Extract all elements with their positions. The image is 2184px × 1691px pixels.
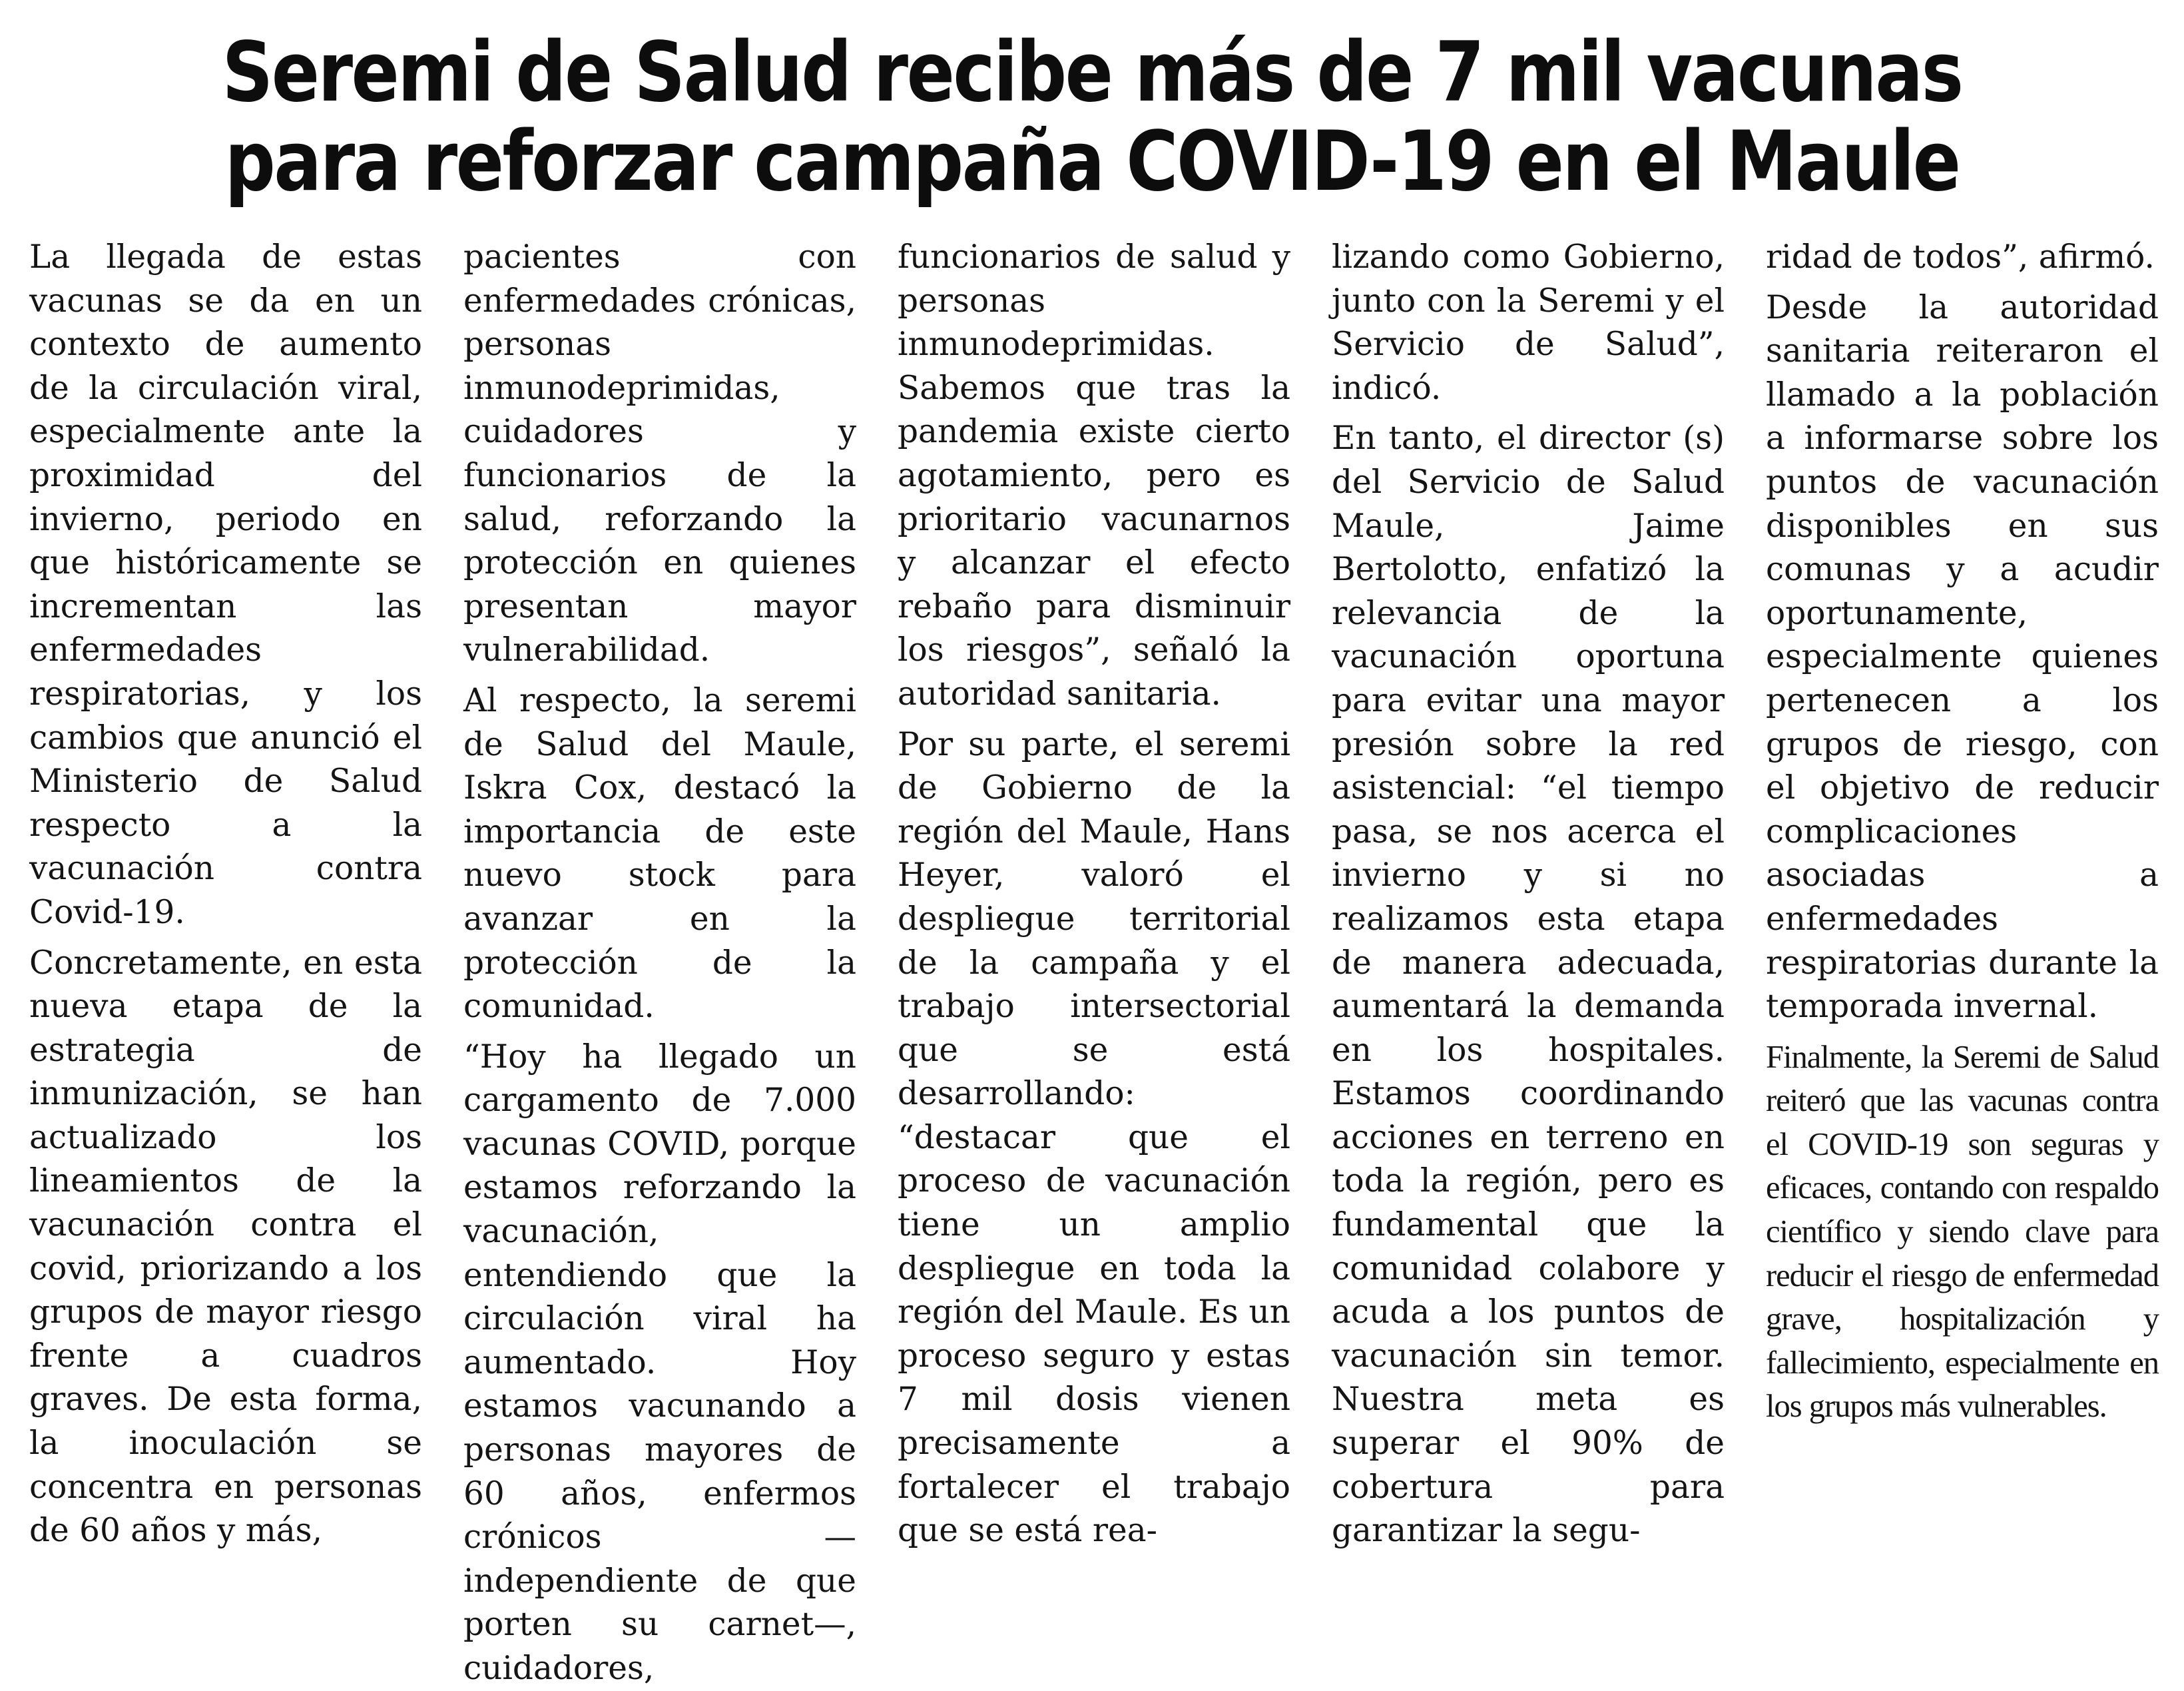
- paragraph: pacientes con enfermedades crónicas, personas inmunodeprimidas, cuidadores y funcionarios de la salud, reforzando la protección en quienes presentan mayor vulnerabilidad.: [463, 238, 856, 669]
- paragraph: lizando como Gobierno, junto con la Seremi y el Servicio de Salud”, indicó.: [1332, 238, 1725, 407]
- paragraph: ridad de todos”, afirmó.: [1766, 238, 2155, 276]
- paragraph: “Hoy ha llegado un cargamento de 7.000 vacunas COVID, porque estamos reforzando la vacunación, entendiendo que la circulación viral ha aumentado. Hoy estamos vacunando a personas mayores de 60 años, enfermos crónicos —independiente de que porten su carnet—, cuidadores,: [463, 1038, 856, 1687]
- article-body: [29, 236, 2160, 1687]
- paragraph: funcionarios de salud y personas inmunodeprimidas. Sabemos que tras la pandemia existe cierto agotamiento, pero es prioritario vacunarnos y alcanzar el efecto rebaño para disminuir los riesgos”, señaló la autoridad sanitaria.: [898, 238, 1290, 713]
- article-column-3: [898, 236, 1290, 1550]
- paragraph: Por su parte, el seremi de Gobierno de la región del Maule, Hans Heyer, valoró el despliegue territorial de la campaña y el trabajo intersectorial que se está desarrollando: “destacar que el proceso de vacunación tiene un amplio despliegue en toda la región del Maule. Es un proceso seguro y estas 7 mil dosis vienen precisamente a fortalecer el trabajo que se está rea-: [898, 725, 1290, 1550]
- paragraph: Al respecto, la seremi de Salud del Maule, Iskra Cox, destacó la importancia de este nuevo stock para avanzar en la protección de la comunidad.: [463, 681, 856, 1026]
- article-headline: Seremi de Salud recibe más de 7 mil vacunas para reforzar campaña COVID-19 en el Maule: [222, 25, 1962, 210]
- paragraph: La llegada de estas vacunas se da en un contexto de aumento de la circulación viral, especialmente ante la proximidad del invierno, periodo en que históricamente se incrementan las enfermedades respiratorias, y los cambios que anunció el Ministerio de Salud respecto a la vacunación contra Covid-19.: [29, 238, 422, 931]
- article-column-4: [1332, 236, 1725, 1550]
- paragraph: Finalmente, la Seremi de Salud reiteró que las vacunas contra el COVID-19 son seguras y eficaces, contando con respaldo científico y siendo clave para reducir el riesgo de enfermedad grave, hospitalización y fallecimiento, especialmente en los grupos más vulnerables.: [1766, 1039, 2159, 1425]
- paragraph: En tanto, el director (s) del Servicio de Salud Maule, Jaime Bertolotto, enfatizó la relevancia de la vacunación oportuna para evitar una mayor presión sobre la red asistencial: “el tiempo pasa, se nos acerca el invierno y si no realizamos esta etapa de manera adecuada, aumentará la demanda en los hospitales. Estamos coordinando acciones en terreno en toda la región, pero es fundamental que la comunidad colabore y acuda a los puntos de vacunación sin temor. Nuestra meta es superar el 90% de cobertura para garantizar la segu-: [1332, 420, 1725, 1550]
- article-column-2: [463, 236, 856, 1687]
- paragraph: Concretamente, en esta nueva etapa de la estrategia de inmunización, se han actualizado los lineamientos de la vacunación contra el covid, priorizando a los grupos de mayor riesgo frente a cuadros graves. De esta forma, la inoculación se concentra en personas de 60 años y más,: [29, 944, 422, 1550]
- paragraph: Desde la autoridad sanitaria reiteraron el llamado a la población a informarse sobre los puntos de vacunación disponibles en sus comunas y a acudir oportunamente, especialmente quienes pertenecen a los grupos de riesgo, con el objetivo de reducir complicaciones asociadas a enfermedades respiratorias durante la temporada invernal.: [1766, 288, 2159, 1026]
- article-column-5: [1766, 236, 2159, 1425]
- article-column-1: [29, 236, 422, 1550]
